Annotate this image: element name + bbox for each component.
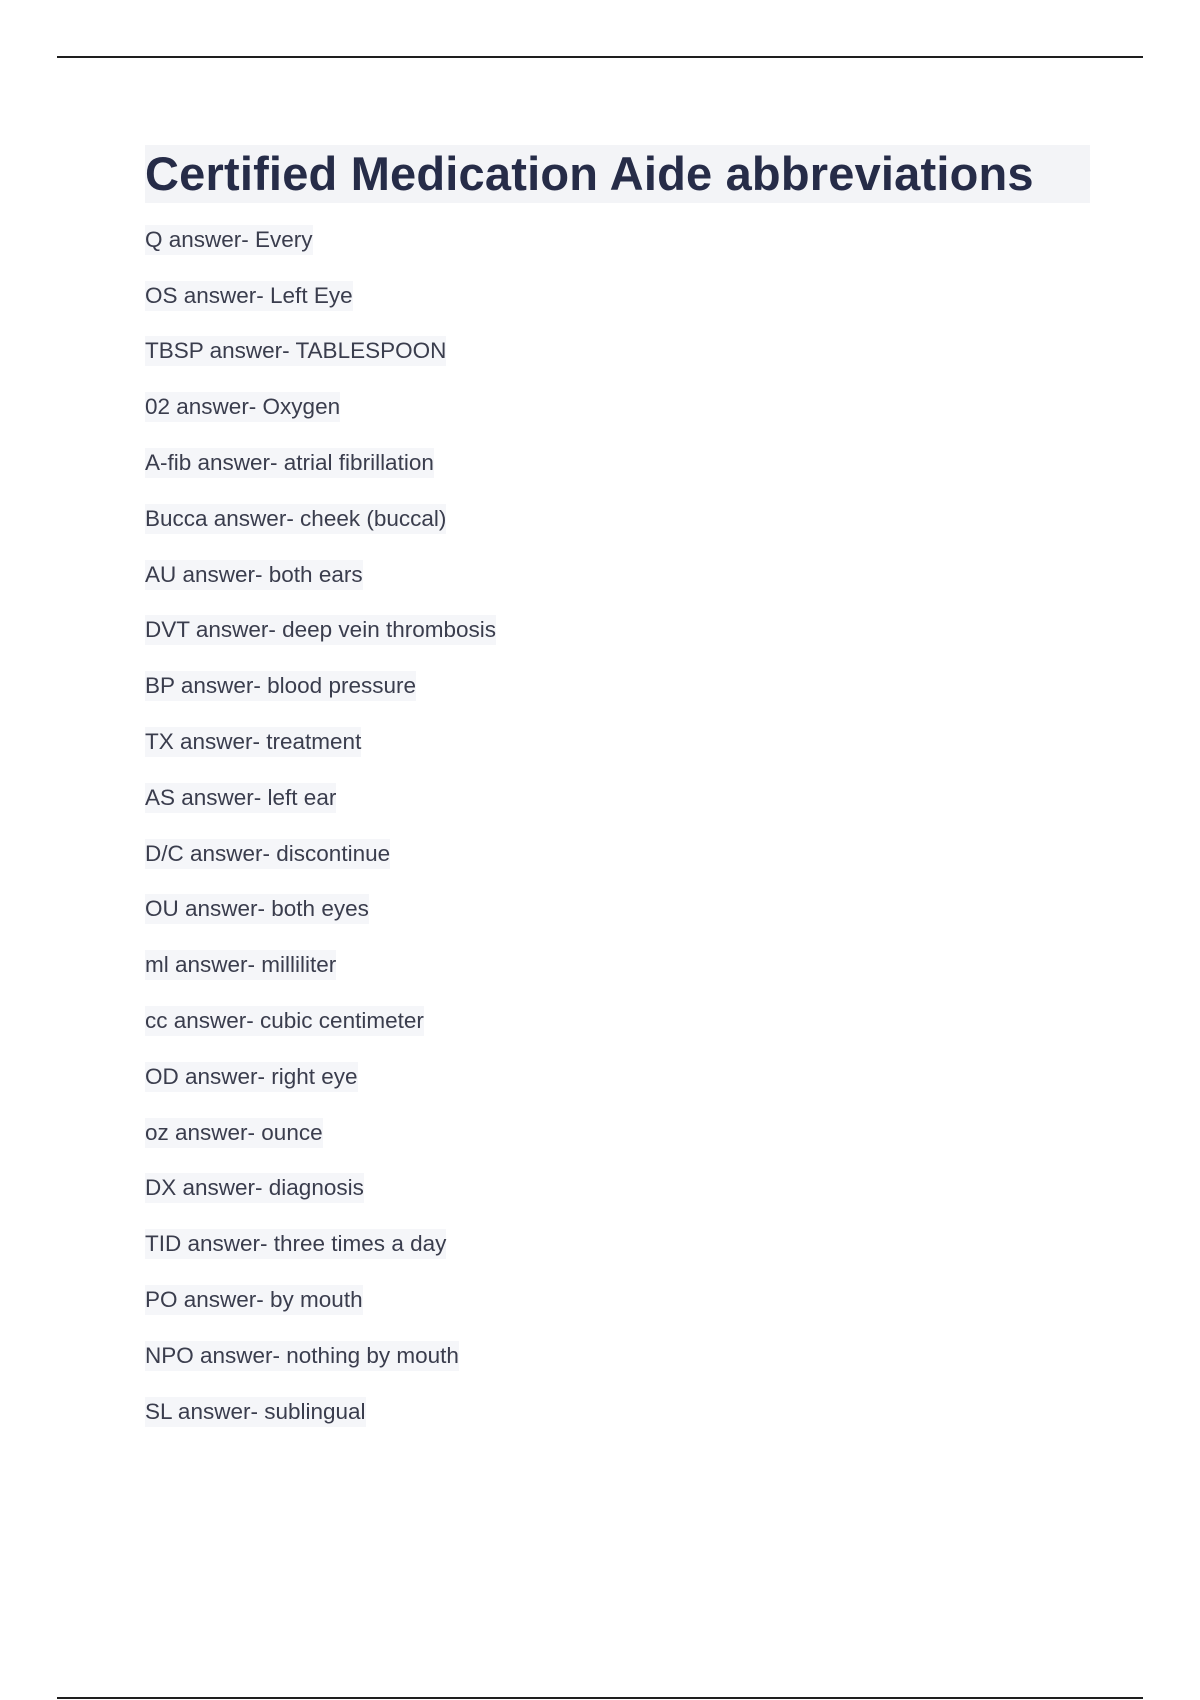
entry-text: TBSP answer- TABLESPOON xyxy=(145,336,446,366)
entry-text: OD answer- right eye xyxy=(145,1062,358,1092)
list-item xyxy=(145,1049,1090,1105)
entry-text: Q answer- Every xyxy=(145,225,313,255)
list-item xyxy=(145,658,1090,714)
title-block xyxy=(145,145,1090,203)
list-item xyxy=(145,770,1090,826)
list-item xyxy=(145,1272,1090,1328)
entry-text: Bucca answer- cheek (buccal) xyxy=(145,504,446,534)
document-body xyxy=(145,145,1090,1440)
list-item xyxy=(145,826,1090,882)
list-item xyxy=(145,603,1090,659)
entry-text: AS answer- left ear xyxy=(145,783,336,813)
list-item xyxy=(145,1105,1090,1161)
entry-text: AU answer- both ears xyxy=(145,560,363,590)
list-item xyxy=(145,1161,1090,1217)
entry-text: cc answer- cubic centimeter xyxy=(145,1006,424,1036)
list-item xyxy=(145,1328,1090,1384)
entry-text: SL answer- sublingual xyxy=(145,1397,366,1427)
entry-text: oz answer- ounce xyxy=(145,1118,323,1148)
list-item xyxy=(145,993,1090,1049)
entry-text: D/C answer- discontinue xyxy=(145,839,390,869)
list-item xyxy=(145,491,1090,547)
entry-text: TX answer- treatment xyxy=(145,727,361,757)
entry-text: TID answer- three times a day xyxy=(145,1229,446,1259)
document-title: Certified Medication Aide abbreviations xyxy=(145,147,1034,200)
entry-text: OS answer- Left Eye xyxy=(145,281,353,311)
list-item xyxy=(145,882,1090,938)
list-item xyxy=(145,547,1090,603)
entry-text: ml answer- milliliter xyxy=(145,950,336,980)
entry-text: DX answer- diagnosis xyxy=(145,1173,364,1203)
abbreviation-list xyxy=(145,212,1090,1440)
bottom-rule xyxy=(57,1697,1143,1699)
list-item xyxy=(145,1216,1090,1272)
list-item xyxy=(145,937,1090,993)
list-item xyxy=(145,379,1090,435)
list-item xyxy=(145,1384,1090,1440)
entry-text: PO answer- by mouth xyxy=(145,1285,363,1315)
entry-text: NPO answer- nothing by mouth xyxy=(145,1341,459,1371)
list-item xyxy=(145,714,1090,770)
entry-text: DVT answer- deep vein thrombosis xyxy=(145,615,496,645)
entry-text: 02 answer- Oxygen xyxy=(145,392,340,422)
list-item xyxy=(145,268,1090,324)
list-item xyxy=(145,212,1090,268)
entry-text: BP answer- blood pressure xyxy=(145,671,416,701)
entry-text: OU answer- both eyes xyxy=(145,894,369,924)
entry-text: A-fib answer- atrial fibrillation xyxy=(145,448,434,478)
list-item xyxy=(145,435,1090,491)
list-item xyxy=(145,324,1090,380)
top-rule xyxy=(57,56,1143,58)
